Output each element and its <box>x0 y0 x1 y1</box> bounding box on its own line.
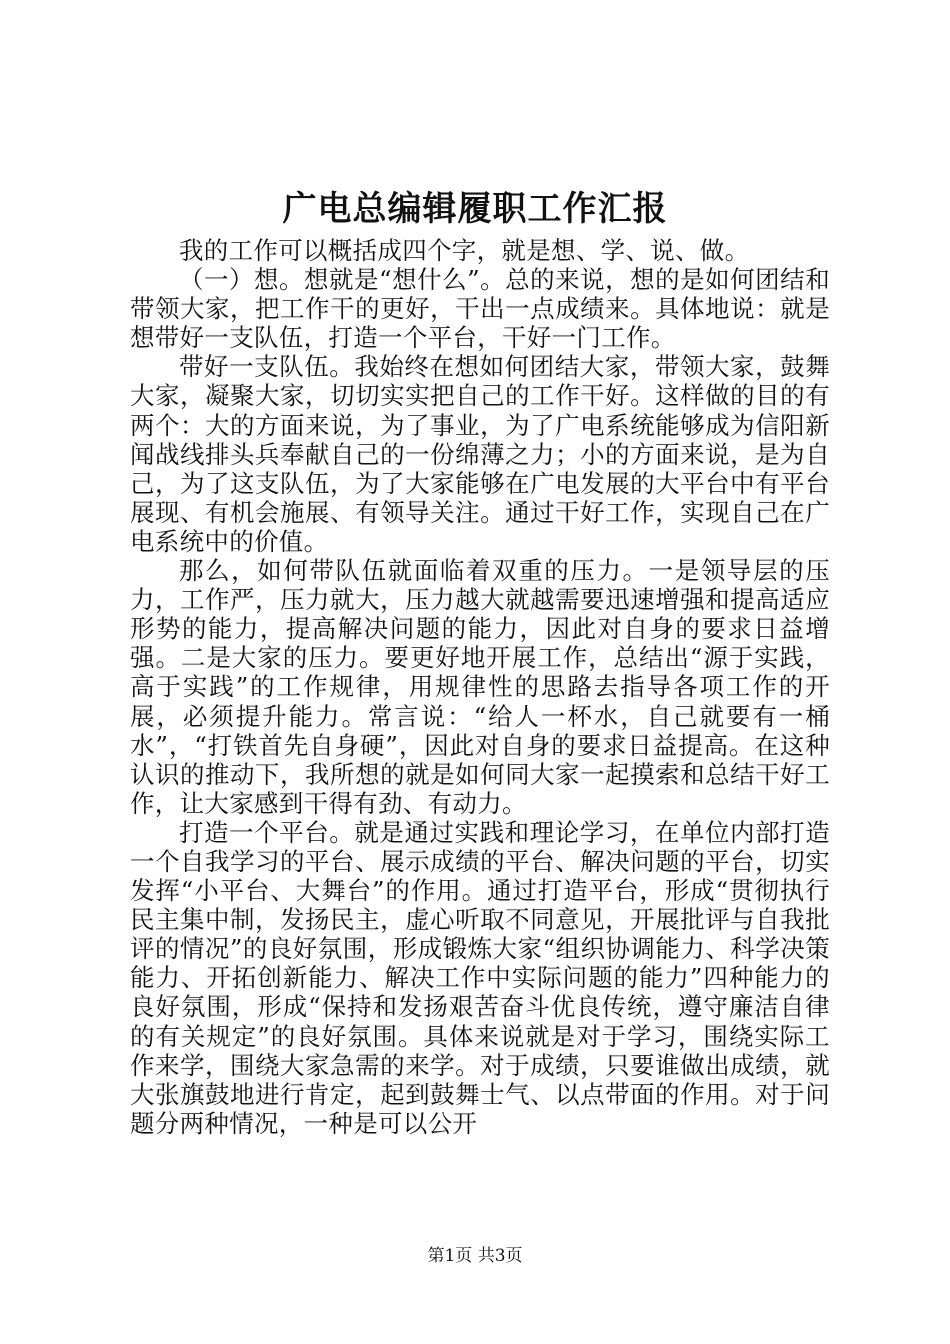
paragraph-pressure: 那么，如何带队伍就面临着双重的压力。一是领导层的压力，工作严，压力就大，压力越大就越需要迅速增强和提高适应形势的能力，提高解决问题的能力，因此对自身的要求日益增强。二是大家的压力。要更好地开展工作，总结出“源于实践，高于实践”的工作规律，用规律性的思路去指导各项工作的开展，必须提升能力。常言说：“给人一杯水，自己就要有一桶水”，“打铁首先自身硬”，因此对自身的要求日益提高。在这种认识的推动下，我所想的就是如何同大家一起摸索和总结干好工作，让大家感到干得有劲、有动力。 <box>130 556 830 818</box>
page-footer: 第1页 共3页 <box>427 1246 523 1266</box>
paragraph-think: （一）想。想就是“想什么”。总的来说，想的是如何团结和带领大家，把工作干的更好，干出一点成绩来。具体地说：就是想带好一支队伍，打造一个平台，干好一门工作。 <box>130 265 830 353</box>
paragraph-lead-team: 带好一支队伍。我始终在想如何团结大家，带领大家，鼓舞大家，凝聚大家，切切实实把自己的工作干好。这样做的目的有两个：大的方面来说，为了事业，为了广电系统能够成为信阳新闻战线排头兵奉献自己的一份绵薄之力；小的方面来说，是为自己，为了这支队伍，为了大家能够在广电发展的大平台中有平台展现、有机会施展、有领导关注。通过干好工作，实现自己在广电系统中的价值。 <box>130 352 830 556</box>
paragraph-intro: 我的工作可以概括成四个字，就是想、学、说、做。 <box>179 236 750 265</box>
paragraph-platform: 打造一个平台。就是通过实践和理论学习，在单位内部打造一个自我学习的平台、展示成绩的平台、解决问题的平台，切实发挥“小平台、大舞台”的作用。通过打造平台，形成“贯彻执行民主集中制，发扬民主，虚心听取不同意见，开展批评与自我批评的情况”的良好氛围，形成锻炼大家“组织协调能力、科学决策能力、开拓创新能力、解决工作中实际问题的能力”四种能力的良好氛围，形成“保持和发扬艰苦奋斗优良传统，遵守廉洁自律的有关规定”的良好氛围。具体来说就是对于学习，围绕实际工作来学，围绕大家急需的来学。对于成绩，只要谁做出成绩，就大张旗鼓地进行肯定，起到鼓舞士气、以点带面的作用。对于问题分两种情况，一种是可以公开 <box>130 817 830 1138</box>
document-title: 广电总编辑履职工作汇报 <box>282 189 668 229</box>
document-body <box>130 236 830 1138</box>
